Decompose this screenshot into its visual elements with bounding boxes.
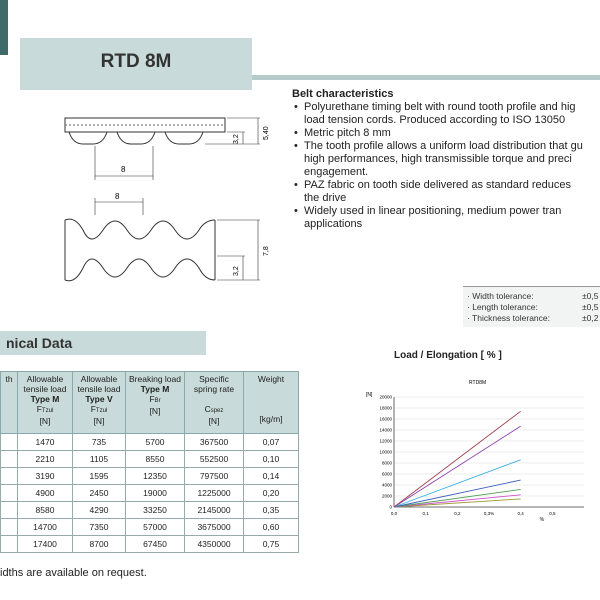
x-axis-label: % — [539, 517, 545, 523]
table-cell — [1, 468, 18, 485]
list-item: high performances, high transmissible torque and preci — [304, 153, 572, 165]
characteristics-title: Belt characteristics — [292, 88, 394, 100]
x-tick-label: 0,0 — [390, 511, 398, 516]
table-cell: 1595 — [73, 468, 126, 485]
belt-profile-drawing — [55, 100, 280, 185]
list-item: • Polyurethane timing belt with round tooth profile and hig — [292, 101, 600, 114]
table-cell: 0,35 — [244, 502, 299, 519]
table-cell: 3190 — [18, 468, 73, 485]
y-tick-label: 16000 — [379, 416, 392, 422]
list-item: engagement. — [304, 166, 369, 178]
footnote: idths are available on request. — [0, 567, 147, 579]
table-cell: 19000 — [126, 485, 185, 502]
series-line-w2 — [394, 495, 521, 507]
table-cell: 4900 — [18, 485, 73, 502]
technical-data-heading: nical Data — [0, 331, 206, 355]
table-cell: 8700 — [73, 536, 126, 553]
table-cell — [1, 519, 18, 536]
y-tick-label: 20000 — [379, 394, 392, 400]
accent-bar — [0, 0, 8, 55]
table-cell: 2210 — [18, 451, 73, 468]
x-tick-label: 0,4 — [517, 511, 524, 516]
tolerance-length: · Length tolerance: ±0,5 — [467, 302, 599, 312]
table-cell: 0,60 — [244, 519, 299, 536]
list-item: applications — [304, 218, 363, 230]
pitch-label-top: 8 — [121, 165, 126, 174]
table-cell: 33250 — [126, 502, 185, 519]
table-cell: 7350 — [73, 519, 126, 536]
table-cell — [1, 451, 18, 468]
y-tick-label: 10000 — [379, 449, 392, 455]
x-tick-label: 0,1 — [422, 511, 429, 516]
table-cell: 2145000 — [185, 502, 244, 519]
x-tick-label: 0,3% — [483, 511, 495, 516]
col-header-spring-rate: Specific spring rate Cspez [N] — [185, 372, 244, 434]
table-cell: 552500 — [185, 451, 244, 468]
tolerance-thickness: · Thickness tolerance: ±0,2 — [467, 313, 599, 323]
belt-section-drawing — [55, 190, 280, 295]
characteristics-list — [292, 101, 600, 231]
table-row — [1, 434, 299, 451]
table-cell: 0,07 — [244, 434, 299, 451]
y-tick-label: 2000 — [381, 493, 392, 499]
y-tick-label: 12000 — [379, 438, 392, 444]
table-cell: 1105 — [73, 451, 126, 468]
table-cell: 0,75 — [244, 536, 299, 553]
table-cell: 17400 — [18, 536, 73, 553]
table-cell: 3675000 — [185, 519, 244, 536]
table-cell — [1, 536, 18, 553]
y-tick-label: 6000 — [381, 471, 392, 477]
table-cell: 12350 — [126, 468, 185, 485]
series-line-w7 — [394, 411, 521, 507]
table-row — [1, 536, 299, 553]
table-cell: 8550 — [126, 451, 185, 468]
y-axis-label: [N] — [366, 392, 373, 398]
header-rule — [252, 75, 600, 80]
y-tick-label: 8000 — [381, 460, 392, 466]
table-cell: 57000 — [126, 519, 185, 536]
dim-a-top: 3,2 — [233, 134, 240, 144]
technical-data-table — [0, 371, 299, 553]
tolerance-width: · Width tolerance: ±0,5 — [467, 291, 599, 301]
page-title: RTD 8M — [100, 51, 172, 72]
table-cell: 14700 — [18, 519, 73, 536]
x-tick-label: 0,2 — [454, 511, 461, 516]
y-tick-label: 14000 — [379, 427, 392, 433]
list-item: • PAZ fabric on tooth side delivered as standard reduces — [292, 179, 600, 192]
y-tick-label: 18000 — [379, 405, 392, 411]
list-item: load tension cords. Produced according to ISO 13050 — [304, 114, 566, 126]
y-tick-label: 0 — [389, 504, 392, 510]
chart-title: Load / Elongation [ % ] — [394, 350, 502, 361]
table-cell: 8580 — [18, 502, 73, 519]
dim-b-bottom: 7,8 — [263, 246, 270, 256]
dim-a-bottom: 3,2 — [233, 266, 240, 276]
list-item: • Metric pitch 8 mm — [292, 127, 600, 140]
col-header-breaking-load: Breaking load Type M FBr [N] — [126, 372, 185, 434]
list-item: • The tooth profile allows a uniform load distribution that gu — [292, 140, 600, 153]
pitch-label-bottom: 8 — [115, 192, 120, 201]
y-tick-label: 4000 — [381, 482, 392, 488]
table-cell: 0,14 — [244, 468, 299, 485]
table-cell — [1, 434, 18, 451]
chart-subtitle: RTD8M — [469, 380, 487, 386]
table-cell: 797500 — [185, 468, 244, 485]
table-cell: 0,10 — [244, 451, 299, 468]
col-header-load-m: Allowable tensile load Type M FTzul [N] — [18, 372, 73, 434]
table-cell: 67450 — [126, 536, 185, 553]
table-cell: 367500 — [185, 434, 244, 451]
x-tick-label: 0,5 — [549, 511, 556, 516]
dim-b-top: 5,40 — [263, 126, 270, 140]
table-cell: 2450 — [73, 485, 126, 502]
col-header-width: th — [1, 372, 18, 434]
list-item: • Widely used in linear positioning, medium power tran — [292, 205, 600, 218]
tolerance-box — [463, 286, 600, 327]
table-row — [1, 485, 299, 502]
table-row — [1, 468, 299, 485]
col-header-weight: Weight [kg/m] — [244, 372, 299, 434]
table-cell — [1, 502, 18, 519]
list-item: the drive — [304, 192, 347, 204]
load-elongation-chart — [360, 375, 595, 535]
table-cell: 5700 — [126, 434, 185, 451]
table-cell: 0,20 — [244, 485, 299, 502]
table-cell: 4290 — [73, 502, 126, 519]
table-row — [1, 502, 299, 519]
table-cell — [1, 485, 18, 502]
col-header-load-v: Allowable tensile load Type V FTzul [N] — [73, 372, 126, 434]
table-row — [1, 451, 299, 468]
table-cell: 1470 — [18, 434, 73, 451]
table-cell: 1225000 — [185, 485, 244, 502]
title-box — [20, 38, 252, 90]
table-cell: 735 — [73, 434, 126, 451]
table-cell: 4350000 — [185, 536, 244, 553]
table-row — [1, 519, 299, 536]
